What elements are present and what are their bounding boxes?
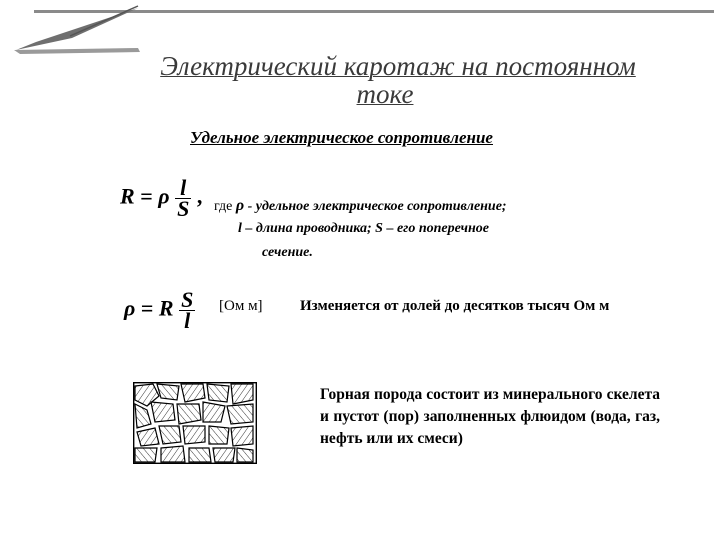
formula2-fraction — [179, 287, 195, 333]
page-title-line2: токе — [356, 79, 414, 109]
definition-line-1 — [214, 197, 507, 215]
rock-description: Горная порода состоит из минерального скелета и пустот (пор) заполненных флюидом (вода, газ, нефть или их смеси) — [320, 386, 660, 447]
unit-label: [Ом м] — [219, 298, 263, 314]
formula2-lhs: ρ — [124, 295, 136, 321]
rock-texture-illustration — [133, 382, 257, 464]
formula2-denominator: l — [179, 310, 195, 331]
top-rule — [34, 10, 714, 13]
definition-line1-text: - удельное электрическое сопротивление; — [244, 199, 507, 214]
definition-line-3: сечение. — [262, 245, 313, 260]
formula1-lhs: R — [120, 183, 135, 209]
formula-resistance — [120, 175, 203, 221]
swoosh-lower — [14, 48, 140, 54]
formula1-comma: , — [196, 183, 203, 209]
formula1-coef: ρ — [158, 183, 170, 209]
formula2-eq: = — [140, 295, 154, 321]
formula2-numerator: S — [181, 287, 194, 312]
definition-symbol: ρ — [235, 197, 245, 214]
page-title-line1: Электрический каротаж на постоянном — [160, 51, 636, 81]
formula1-eq: = — [140, 183, 153, 209]
section-subtitle: Удельное электрическое сопротивление — [190, 128, 493, 147]
formula-resistivity — [124, 287, 195, 333]
range-description: Изменяется от долей до десятков тысяч Ом м — [300, 298, 610, 314]
formula1-numerator: l — [180, 175, 187, 200]
formula1-fraction — [175, 175, 191, 221]
definition-prefix: где — [214, 199, 236, 214]
formula1-denominator: S — [177, 196, 190, 221]
definition-line-2: l – длина проводника; S – его поперечное — [238, 221, 489, 236]
formula2-coef: R — [158, 295, 174, 321]
